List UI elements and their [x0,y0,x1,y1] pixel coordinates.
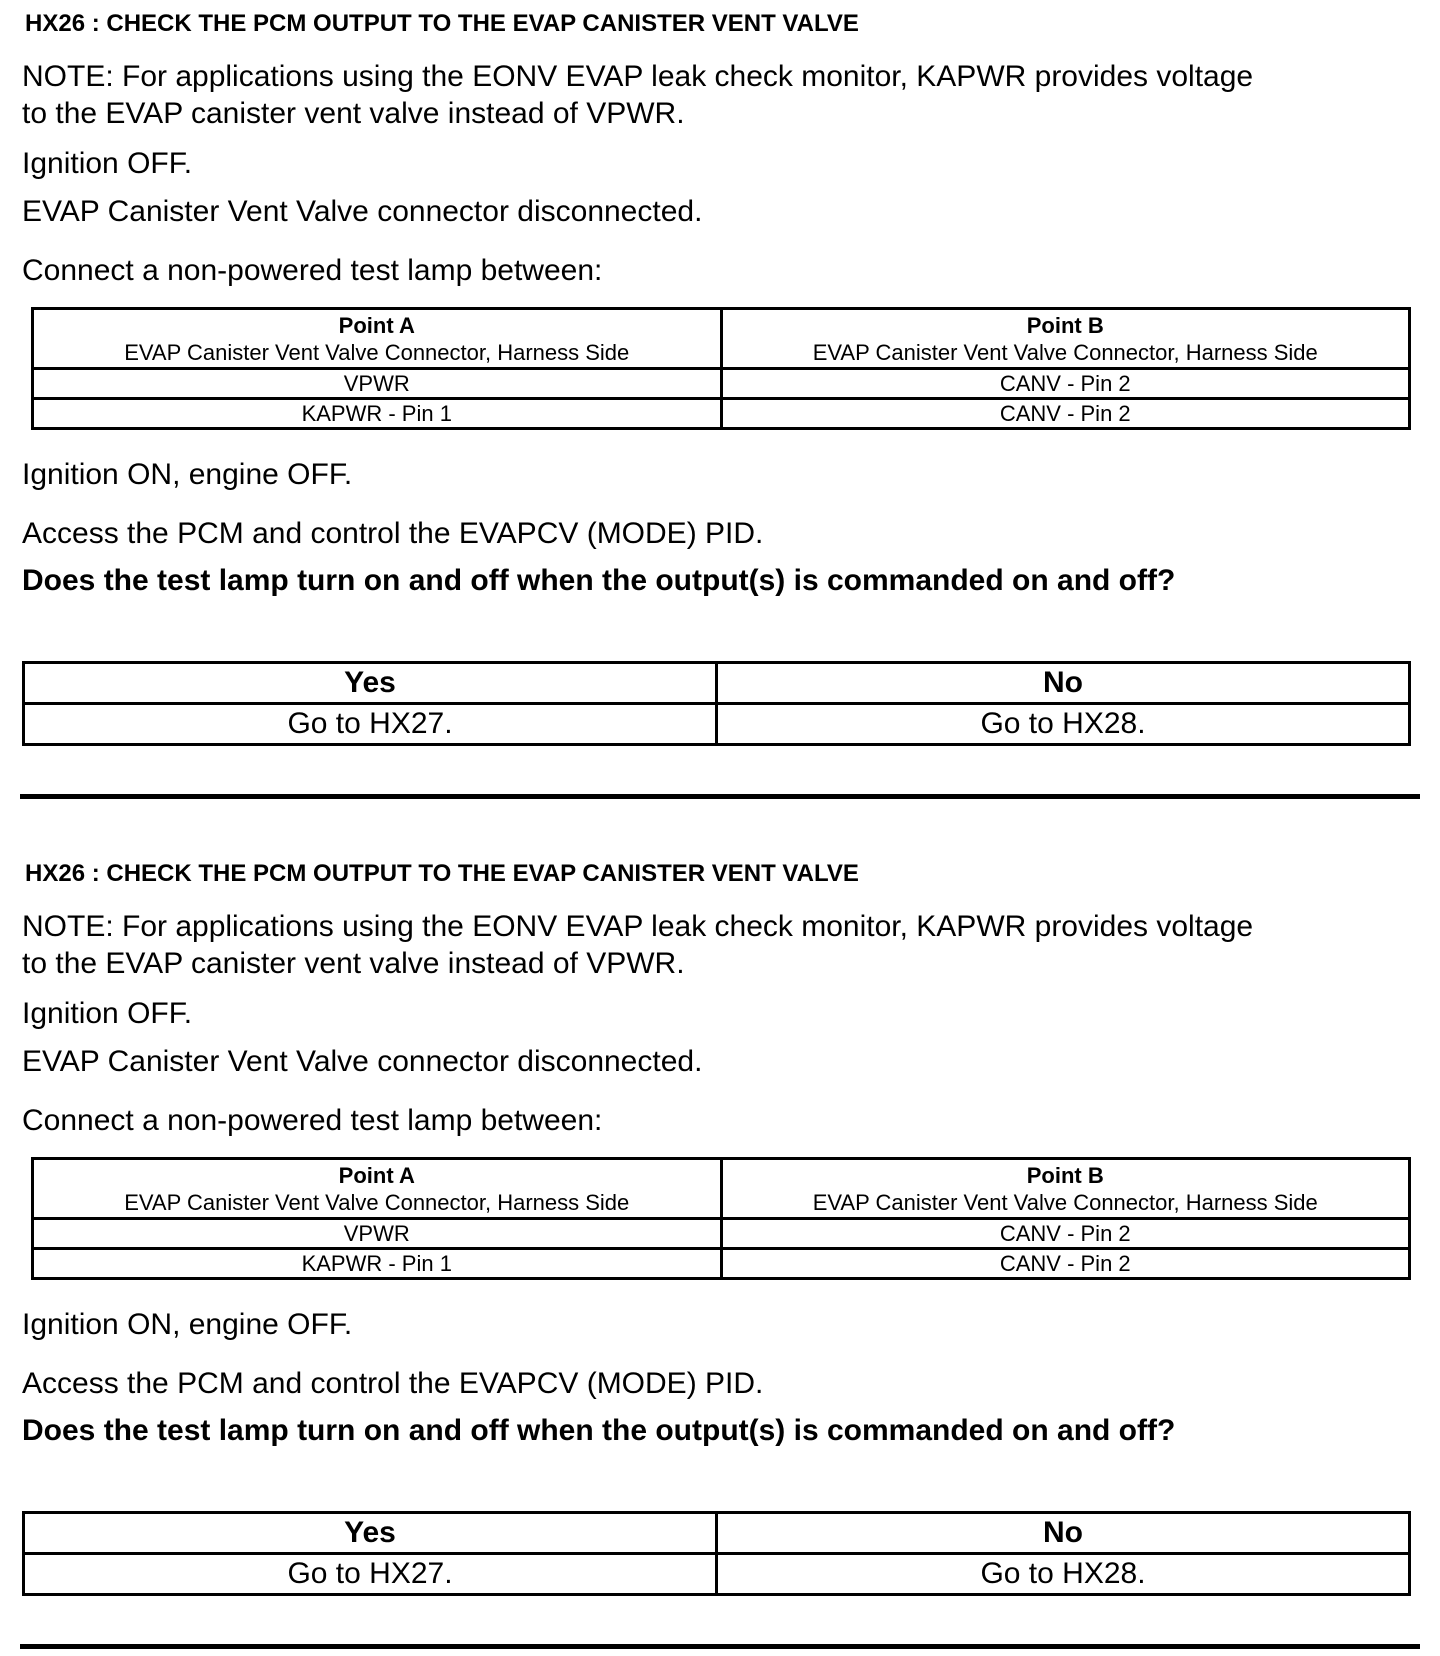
point-b-cell: CANV - Pin 2 [721,369,1410,399]
instruction-ignition-off: Ignition OFF. [22,997,193,1030]
note-text [22,908,1253,982]
no-action: Go to HX28. [717,1554,1410,1595]
point-b-header [721,1159,1410,1219]
note-text [22,58,1253,132]
point-b-title: Point B [1026,1163,1104,1188]
point-b-header [721,309,1410,369]
instruction-disconnect: EVAP Canister Vent Valve connector disconnected. [22,195,703,228]
yes-action: Go to HX27. [24,704,717,745]
point-a-title: Point A [338,1163,415,1188]
test-question: Does the test lamp turn on and off when the output(s) is commanded on and off? [22,1414,1176,1447]
no-header: No [717,663,1410,704]
instruction-ignition-off: Ignition OFF. [22,147,193,180]
note-line: NOTE: For applications using the EONV EVAP leak check monitor, KAPWR provides voltage [22,60,1254,93]
point-a-subtitle: EVAP Canister Vent Valve Connector, Harness Side [124,340,630,365]
instruction-access-pcm: Access the PCM and control the EVAPCV (MODE) PID. [22,1367,764,1400]
instruction-access-pcm: Access the PCM and control the EVAPCV (MODE) PID. [22,517,764,550]
table-row [33,1219,1410,1249]
point-b-cell: CANV - Pin 2 [721,1219,1410,1249]
point-a-cell: VPWR [33,369,722,399]
answer-action-row [24,1554,1410,1595]
point-b-title: Point B [1026,313,1104,338]
point-a-cell: KAPWR - Pin 1 [33,1249,722,1279]
step-heading: HX26 : CHECK THE PCM OUTPUT TO THE EVAP CANISTER VENT VALVE [25,860,859,887]
yes-header: Yes [24,1513,717,1554]
pin-table-header [33,309,1410,369]
section-divider [20,794,1420,799]
point-b-subtitle: EVAP Canister Vent Valve Connector, Harness Side [812,1190,1318,1215]
pin-table-header [33,1159,1410,1219]
note-line: to the EVAP canister vent valve instead of VPWR. [22,97,685,130]
instruction-connect: Connect a non-powered test lamp between: [22,1104,603,1137]
no-action: Go to HX28. [717,704,1410,745]
instruction-connect: Connect a non-powered test lamp between: [22,254,603,287]
point-a-cell: KAPWR - Pin 1 [33,399,722,429]
test-question: Does the test lamp turn on and off when the output(s) is commanded on and off? [22,564,1176,597]
step-heading: HX26 : CHECK THE PCM OUTPUT TO THE EVAP CANISTER VENT VALVE [25,10,859,37]
table-row [33,399,1410,429]
note-line: to the EVAP canister vent valve instead of VPWR. [22,947,685,980]
test-step-section [0,0,1440,806]
note-line: NOTE: For applications using the EONV EVAP leak check monitor, KAPWR provides voltage [22,910,1254,943]
answer-action-row [24,704,1410,745]
no-header: No [717,1513,1410,1554]
point-a-subtitle: EVAP Canister Vent Valve Connector, Harness Side [124,1190,630,1215]
test-step-section [0,850,1440,1656]
pin-table [31,1157,1411,1280]
point-a-header [33,1159,722,1219]
yes-action: Go to HX27. [24,1554,717,1595]
point-a-cell: VPWR [33,1219,722,1249]
point-b-subtitle: EVAP Canister Vent Valve Connector, Harness Side [812,340,1318,365]
instruction-ignition-on: Ignition ON, engine OFF. [22,1308,353,1341]
table-row [33,1249,1410,1279]
pin-table [31,307,1411,430]
point-a-header [33,309,722,369]
section-divider [20,1644,1420,1649]
point-b-cell: CANV - Pin 2 [721,1249,1410,1279]
point-a-title: Point A [338,313,415,338]
yes-header: Yes [24,663,717,704]
answer-table [22,661,1411,746]
point-b-cell: CANV - Pin 2 [721,399,1410,429]
table-row [33,369,1410,399]
instruction-disconnect: EVAP Canister Vent Valve connector disconnected. [22,1045,703,1078]
answer-header-row [24,663,1410,704]
answer-table [22,1511,1411,1596]
answer-header-row [24,1513,1410,1554]
instruction-ignition-on: Ignition ON, engine OFF. [22,458,353,491]
